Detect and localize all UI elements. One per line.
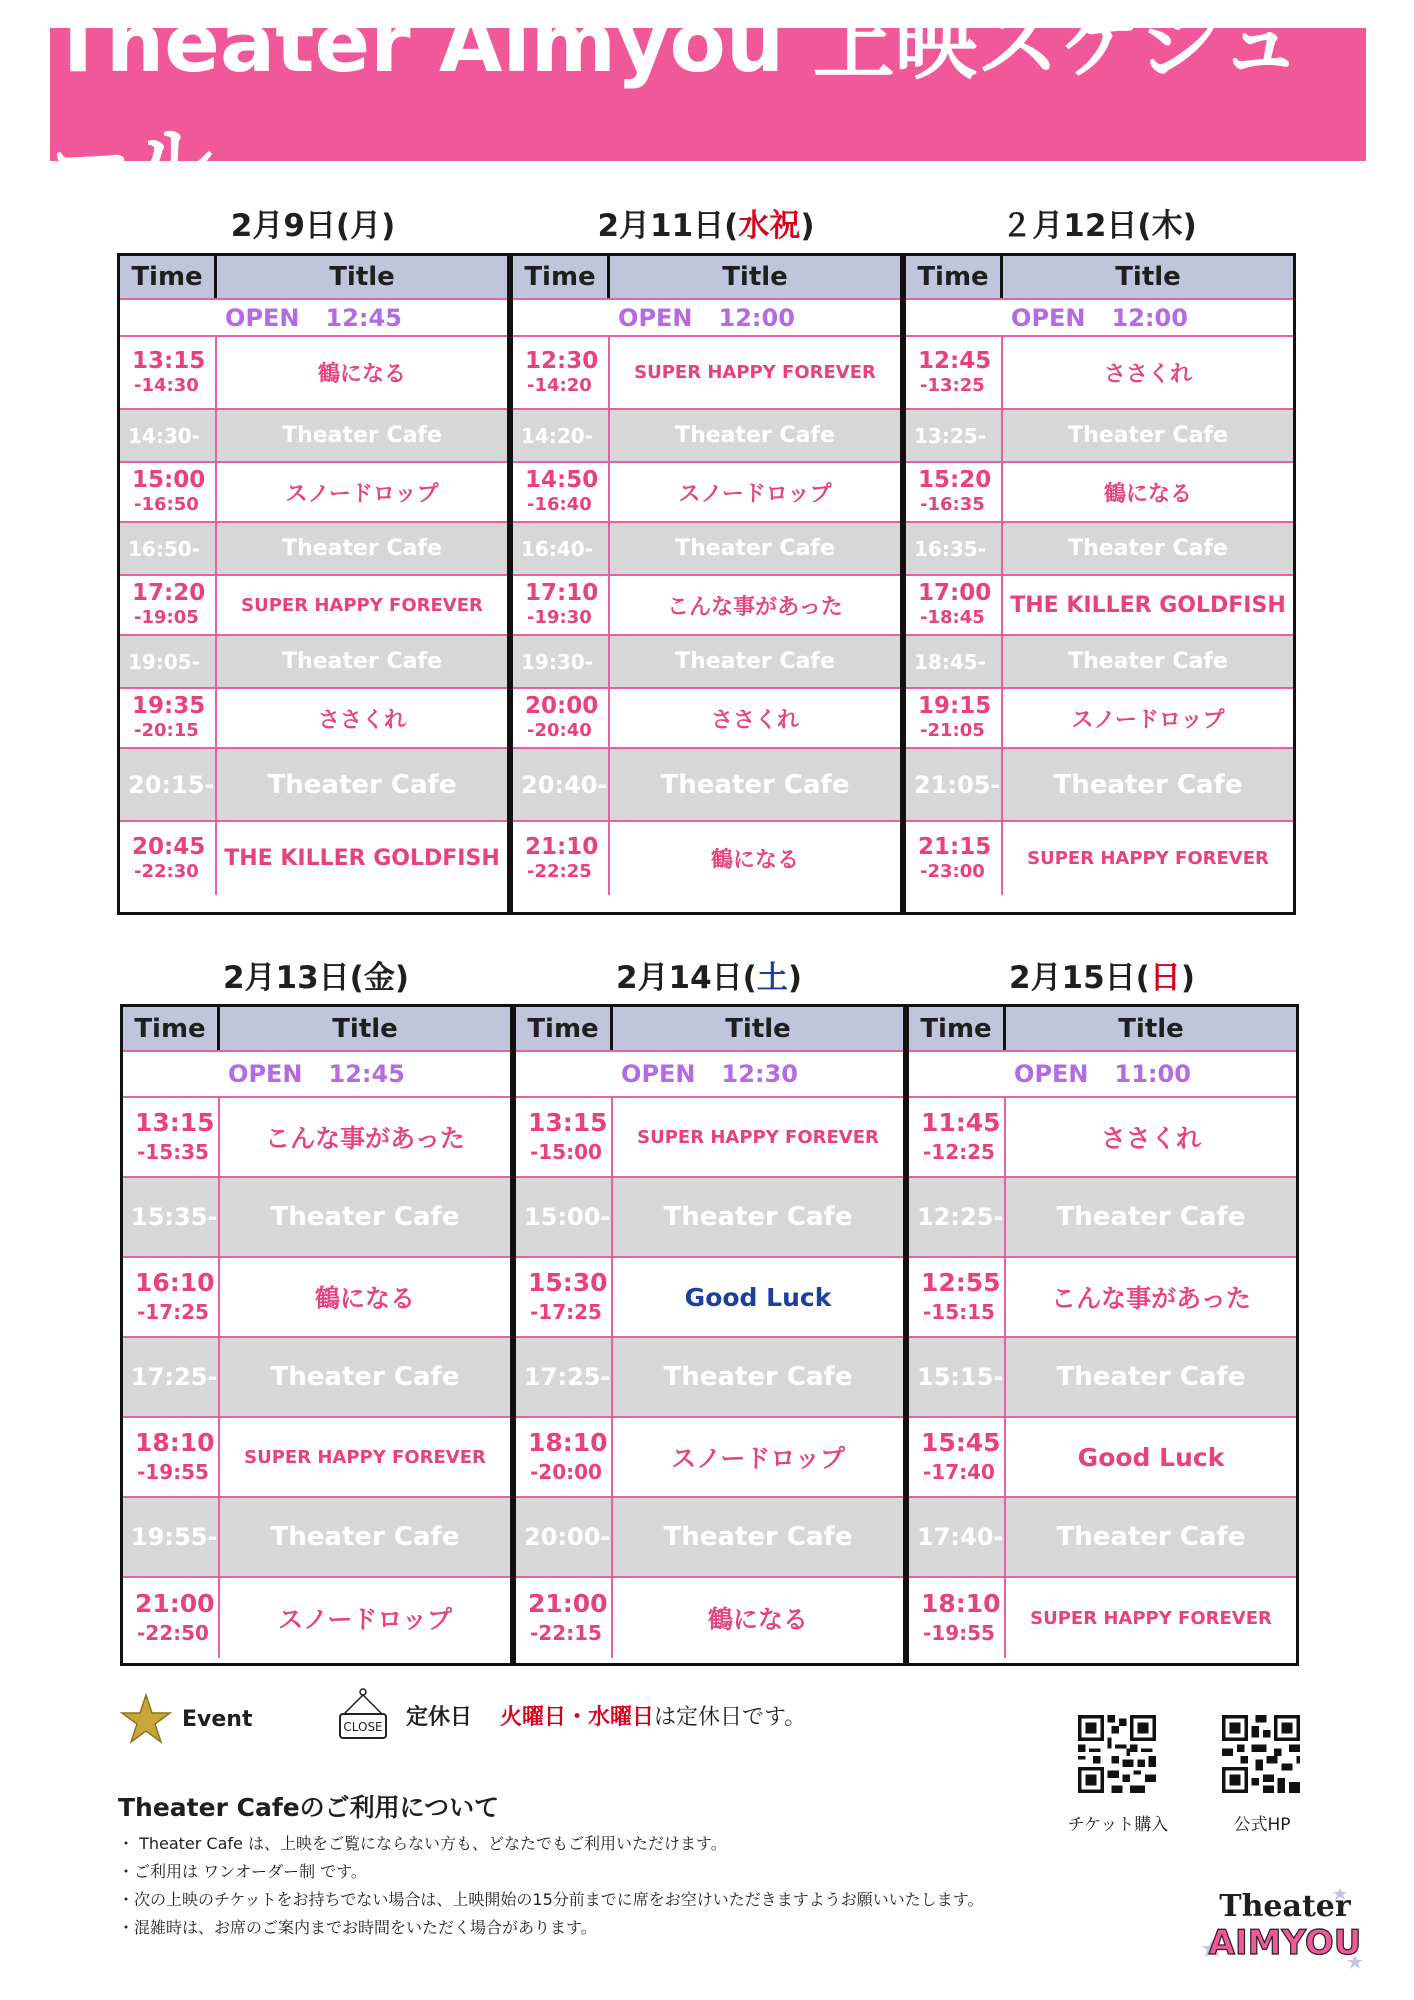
start-time: 13:15 [528, 1108, 608, 1137]
note-item: ・次の上映のチケットをお持ちでない場合は、上映開始の15分前までに席をお空けいただきますようお願いいたします。 [118, 1890, 984, 1909]
cafe-row [906, 749, 1293, 822]
screening-time [909, 1098, 1006, 1176]
day-schedule-table [117, 253, 510, 915]
screening-time [909, 1418, 1006, 1496]
day-title [510, 200, 902, 245]
title-column-header: Title [1115, 262, 1181, 292]
day-date: 2月11日( [597, 208, 739, 244]
screening-time [906, 689, 1003, 747]
title-column-header: Title [329, 262, 395, 292]
open-time-row [906, 300, 1293, 337]
film-title: こんな事があった [265, 1124, 465, 1153]
screening-time [906, 463, 1003, 521]
cafe-label: Theater Cafe [1056, 1522, 1246, 1552]
screening-time [123, 1578, 220, 1658]
cafe-start-time: 14:30- [120, 410, 217, 461]
open-label: OPEN [618, 303, 693, 332]
cafe-row [906, 410, 1293, 463]
note-item: ・ Theater Cafe は、上映をご覧にならない方も、どなたでもご利用いただけます。 [118, 1834, 727, 1853]
screening-row[interactable] [120, 337, 507, 410]
day-schedule-table [510, 253, 903, 915]
screening-time [909, 1258, 1006, 1336]
cafe-start-time: 15:15- [909, 1338, 1006, 1416]
cafe-label: Theater Cafe [663, 1522, 853, 1552]
open-label: OPEN [228, 1060, 303, 1088]
cafe-label: Theater Cafe [1056, 1362, 1246, 1392]
title-column-header: Title [1118, 1013, 1184, 1044]
open-label: OPEN [1011, 303, 1086, 332]
screening-time [513, 337, 610, 408]
end-time: -19:55 [923, 1621, 995, 1645]
cafe-notes-list [118, 1830, 983, 1942]
film-title: 鶴になる [1103, 481, 1192, 507]
start-time: 12:45 [918, 347, 992, 374]
end-time: -23:00 [920, 860, 985, 882]
screening-time [120, 337, 217, 408]
day-schedule-table [903, 253, 1296, 915]
official-site-qr-code[interactable] [1222, 1715, 1300, 1793]
day-schedule-table [120, 1004, 513, 1666]
film-title: ささくれ [317, 707, 406, 733]
screening-time [516, 1098, 613, 1176]
film-title: THE KILLER GOLDFISH [1010, 592, 1286, 618]
star-icon [120, 1693, 172, 1745]
open-time: 12:00 [718, 303, 795, 332]
screening-row[interactable] [123, 1578, 510, 1658]
open-time-row [123, 1052, 510, 1098]
table-header [123, 1007, 510, 1052]
cafe-label: Theater Cafe [270, 1362, 460, 1392]
screening-time [123, 1258, 220, 1336]
cafe-row [513, 410, 900, 463]
cafe-row [909, 1498, 1296, 1578]
day-date: 2月9日( [230, 208, 351, 244]
end-time: -17:25 [137, 1300, 209, 1324]
title-column-header: Title [722, 262, 788, 292]
cafe-start-time: 15:00- [516, 1178, 613, 1256]
screening-row[interactable] [909, 1098, 1296, 1178]
start-time: 21:00 [135, 1589, 215, 1618]
note-item: ・混雑時は、お席のご案内までお時間をいただく場合があります。 [118, 1918, 597, 1937]
end-time: -22:30 [134, 860, 199, 882]
cafe-start-time: 18:45- [906, 636, 1003, 687]
cafe-row [909, 1178, 1296, 1258]
cafe-start-time: 16:50- [120, 523, 217, 574]
cafe-label: Theater Cafe [1068, 536, 1228, 561]
close-sign-icon [338, 1688, 388, 1742]
screening-time [906, 822, 1003, 895]
end-time: -16:40 [527, 494, 592, 515]
film-title: SUPER HAPPY FOREVER [637, 1126, 879, 1148]
end-time: -17:25 [530, 1300, 602, 1324]
title-column-header: Title [725, 1013, 791, 1044]
cafe-row [123, 1498, 510, 1578]
time-column-header: Time [516, 1007, 613, 1050]
film-title: 鶴になる [707, 1605, 808, 1634]
cafe-start-time: 19:30- [513, 636, 610, 687]
end-time: -17:40 [923, 1460, 995, 1484]
time-column-header: Time [909, 1007, 1006, 1050]
screening-row[interactable] [123, 1418, 510, 1498]
end-time: -18:45 [920, 607, 985, 628]
day-close-paren: ) [394, 960, 410, 996]
film-title: SUPER HAPPY FOREVER [634, 362, 876, 383]
official-site-qr-label: 公式HP [1233, 1815, 1291, 1835]
cafe-row [516, 1178, 903, 1258]
table-header [120, 256, 507, 300]
film-title: 鶴になる [710, 848, 799, 873]
day-of-week: 水祝 [738, 208, 801, 244]
end-time: -22:25 [527, 860, 592, 882]
screening-time [513, 463, 610, 521]
screening-time [120, 822, 217, 895]
screening-time [909, 1578, 1006, 1658]
day-close-paren: ) [381, 208, 396, 244]
cafe-row [123, 1338, 510, 1418]
open-time: 12:30 [721, 1060, 798, 1088]
film-title: こんな事があった [667, 594, 843, 620]
film-title: スノードロップ [671, 1444, 845, 1473]
film-title: Good Luck [1077, 1442, 1225, 1472]
cafe-label: Theater Cafe [1056, 1202, 1246, 1232]
film-title: SUPER HAPPY FOREVER [244, 1446, 486, 1468]
screening-row[interactable] [516, 1258, 903, 1338]
cafe-label: Theater Cafe [282, 536, 442, 561]
cafe-start-time: 20:40- [513, 749, 610, 820]
start-time: 15:30 [528, 1268, 608, 1297]
cafe-notes-title: Theater Cafeのご利用について [118, 1793, 500, 1822]
cafe-label: Theater Cafe [270, 1522, 460, 1552]
cafe-start-time: 20:00- [516, 1498, 613, 1576]
start-time: 13:15 [135, 1108, 215, 1137]
cafe-label: Theater Cafe [660, 769, 850, 800]
closed-days: 火曜日・水曜日 [500, 1704, 655, 1730]
cafe-start-time: 12:25- [909, 1178, 1006, 1256]
cafe-label: Theater Cafe [675, 423, 835, 448]
table-header [516, 1007, 903, 1052]
day-title [120, 952, 512, 997]
film-title: ささくれ [1103, 362, 1192, 387]
film-title: Good Luck [684, 1282, 832, 1312]
end-time: -12:25 [923, 1140, 995, 1164]
cafe-row [513, 749, 900, 822]
day-date: ２月12日( [1001, 208, 1152, 244]
screening-time [906, 576, 1003, 634]
screening-row[interactable] [909, 1258, 1296, 1338]
cafe-row [120, 636, 507, 689]
cafe-start-time: 20:15- [120, 749, 217, 820]
cafe-row [906, 636, 1293, 689]
note-item: ・ご利用は ワンオーダー制 です。 [118, 1862, 367, 1881]
end-time: -16:50 [134, 494, 199, 515]
day-date: 2月14日( [615, 960, 757, 996]
ticket-qr-code[interactable] [1078, 1715, 1156, 1793]
screening-row[interactable] [906, 822, 1293, 895]
start-time: 21:00 [528, 1589, 608, 1618]
open-time: 12:00 [1111, 303, 1188, 332]
end-time: -19:05 [134, 607, 199, 628]
screening-row[interactable] [120, 822, 507, 895]
start-time: 18:10 [921, 1589, 1001, 1618]
open-label: OPEN [621, 1060, 696, 1088]
screening-row[interactable] [516, 1098, 903, 1178]
cafe-start-time: 17:25- [123, 1338, 220, 1416]
day-of-week: 金 [363, 960, 395, 996]
film-title: 鶴になる [314, 1284, 415, 1313]
screening-row[interactable] [123, 1098, 510, 1178]
day-title [117, 200, 509, 245]
open-time: 12:45 [325, 303, 402, 332]
screening-time [516, 1578, 613, 1658]
table-header [909, 1007, 1296, 1052]
screening-row[interactable] [516, 1418, 903, 1498]
film-title: こんな事があった [1051, 1284, 1251, 1313]
closed-label: 定休日 [406, 1704, 473, 1730]
end-time: -15:00 [530, 1140, 602, 1164]
closed-suffix: は定休日です。 [654, 1704, 807, 1730]
cafe-row [513, 523, 900, 576]
end-time: -16:35 [920, 494, 985, 515]
screening-row[interactable] [513, 576, 900, 636]
screening-row[interactable] [906, 463, 1293, 523]
title-column-header: Title [332, 1013, 398, 1044]
start-time: 15:00 [132, 467, 206, 493]
close-sign-text: CLOSE [343, 1720, 383, 1734]
day-schedule-table [513, 1004, 906, 1666]
screening-row[interactable] [513, 463, 900, 523]
table-header [906, 256, 1293, 300]
cafe-label: Theater Cafe [282, 423, 442, 448]
end-time: -22:15 [530, 1621, 602, 1645]
start-time: 20:45 [132, 833, 206, 860]
screening-row[interactable] [516, 1578, 903, 1658]
end-time: -21:05 [920, 720, 985, 741]
time-column-header: Time [123, 1007, 220, 1050]
time-column-header: Time [906, 256, 1003, 298]
cafe-row [120, 410, 507, 463]
screening-row[interactable] [513, 689, 900, 749]
cafe-start-time: 19:55- [123, 1498, 220, 1576]
cafe-label: Theater Cafe [1068, 423, 1228, 448]
film-title: ささくれ [1100, 1124, 1201, 1153]
start-time: 15:45 [921, 1428, 1001, 1457]
end-time: -14:20 [527, 374, 592, 396]
open-time: 12:45 [328, 1060, 405, 1088]
open-label: OPEN [225, 303, 300, 332]
ticket-qr-label: チケット購入 [1067, 1815, 1169, 1835]
screening-time [120, 689, 217, 747]
cafe-label: Theater Cafe [675, 536, 835, 561]
start-time: 12:30 [525, 347, 599, 374]
start-time: 18:10 [135, 1428, 215, 1457]
screening-row[interactable] [120, 576, 507, 636]
day-date: 2月13日( [222, 960, 364, 996]
screening-row[interactable] [906, 689, 1293, 749]
start-time: 16:10 [135, 1268, 215, 1297]
film-title: 鶴になる [317, 362, 406, 387]
time-column-header: Time [513, 256, 610, 298]
cafe-label: Theater Cafe [267, 769, 457, 800]
start-time: 19:15 [918, 693, 992, 719]
screening-row[interactable] [123, 1258, 510, 1338]
cafe-row [516, 1498, 903, 1578]
start-time: 15:20 [918, 467, 992, 493]
screening-row[interactable] [513, 337, 900, 410]
end-time: -14:30 [134, 374, 199, 396]
cafe-row [123, 1178, 510, 1258]
screening-time [120, 576, 217, 634]
cafe-row [513, 636, 900, 689]
film-title: スノードロップ [278, 1605, 452, 1634]
start-time: 17:20 [132, 580, 206, 606]
cafe-start-time: 14:20- [513, 410, 610, 461]
screening-time [516, 1418, 613, 1496]
day-schedule-table [906, 1004, 1299, 1666]
film-title: THE KILLER GOLDFISH [224, 846, 500, 871]
cafe-start-time: 16:40- [513, 523, 610, 574]
cafe-label: Theater Cafe [663, 1202, 853, 1232]
day-of-week: 木 [1151, 208, 1183, 244]
time-column-header: Time [120, 256, 217, 298]
cafe-start-time: 15:35- [123, 1178, 220, 1256]
screening-row[interactable] [120, 463, 507, 523]
start-time: 12:55 [921, 1268, 1001, 1297]
end-time: -19:55 [137, 1460, 209, 1484]
cafe-start-time: 19:05- [120, 636, 217, 687]
cafe-start-time: 16:35- [906, 523, 1003, 574]
end-time: -20:15 [134, 720, 199, 741]
open-time: 11:00 [1114, 1060, 1191, 1088]
legend-event [120, 1693, 252, 1745]
screening-row[interactable] [513, 822, 900, 895]
open-time-row [516, 1052, 903, 1098]
end-time: -20:00 [530, 1460, 602, 1484]
start-time: 17:10 [525, 580, 599, 606]
day-close-paren: ) [787, 960, 803, 996]
screening-time [120, 463, 217, 521]
start-time: 21:10 [525, 833, 599, 860]
cafe-label: Theater Cafe [663, 1362, 853, 1392]
day-of-week: 土 [756, 960, 788, 996]
day-of-week: 月 [350, 208, 382, 244]
screening-row[interactable] [909, 1578, 1296, 1658]
cafe-row [909, 1338, 1296, 1418]
start-time: 21:15 [918, 833, 992, 860]
open-time-row [513, 300, 900, 337]
day-of-week: 日 [1149, 960, 1181, 996]
end-time: -13:25 [920, 374, 985, 396]
open-time-row [909, 1052, 1296, 1098]
day-title [513, 952, 905, 997]
page-title: Theater Aimyou 上映スケジュール [50, 0, 1302, 208]
screening-time [513, 689, 610, 747]
theater-aimyou-logo [1200, 1880, 1370, 1980]
cafe-row [516, 1338, 903, 1418]
cafe-label: Theater Cafe [270, 1202, 460, 1232]
svg-text:AIMYOU: AIMYOU [1208, 1923, 1362, 1963]
screening-time [123, 1098, 220, 1176]
film-title: SUPER HAPPY FOREVER [241, 594, 483, 616]
day-title [906, 952, 1298, 997]
end-time: -22:50 [137, 1621, 209, 1645]
day-title [903, 200, 1295, 245]
screening-time [906, 337, 1003, 408]
cafe-label: Theater Cafe [1053, 769, 1243, 800]
film-title: ささくれ [710, 707, 799, 733]
screening-time [516, 1258, 613, 1336]
start-time: 18:10 [528, 1428, 608, 1457]
table-header [513, 256, 900, 300]
screening-row[interactable] [120, 689, 507, 749]
start-time: 19:35 [132, 693, 206, 719]
open-time-row [120, 300, 507, 337]
day-close-paren: ) [1182, 208, 1197, 244]
start-time: 13:15 [132, 347, 206, 374]
start-time: 14:50 [525, 467, 599, 493]
screening-row[interactable] [906, 576, 1293, 636]
screening-row[interactable] [909, 1418, 1296, 1498]
start-time: 17:00 [918, 580, 992, 606]
screening-row[interactable] [906, 337, 1293, 410]
cafe-label: Theater Cafe [1068, 649, 1228, 674]
cafe-start-time: 17:40- [909, 1498, 1006, 1576]
day-close-paren: ) [1180, 960, 1196, 996]
end-time: -15:15 [923, 1300, 995, 1324]
film-title: スノードロップ [678, 481, 832, 507]
header-banner [50, 0, 1366, 208]
end-time: -20:40 [527, 720, 592, 741]
legend-event-label: Event [182, 1706, 253, 1732]
day-date: 2月15日( [1008, 960, 1150, 996]
screening-time [513, 576, 610, 634]
cafe-start-time: 17:25- [516, 1338, 613, 1416]
cafe-start-time: 21:05- [906, 749, 1003, 820]
end-time: -15:35 [137, 1140, 209, 1164]
end-time: -19:30 [527, 607, 592, 628]
start-time: 20:00 [525, 693, 599, 719]
screening-time [123, 1418, 220, 1496]
film-title: スノードロップ [285, 481, 439, 507]
cafe-row [906, 523, 1293, 576]
day-close-paren: ) [800, 208, 815, 244]
cafe-row [120, 749, 507, 822]
film-title: スノードロップ [1071, 707, 1225, 733]
film-title: SUPER HAPPY FOREVER [1030, 1607, 1272, 1629]
open-label: OPEN [1014, 1060, 1089, 1088]
cafe-label: Theater Cafe [675, 649, 835, 674]
cafe-start-time: 13:25- [906, 410, 1003, 461]
svg-text:Theater: Theater [1219, 1889, 1351, 1924]
film-title: SUPER HAPPY FOREVER [1027, 848, 1269, 869]
start-time: 11:45 [921, 1108, 1001, 1137]
legend-closed [338, 1688, 806, 1742]
screening-time [513, 822, 610, 895]
cafe-row [120, 523, 507, 576]
cafe-label: Theater Cafe [282, 649, 442, 674]
